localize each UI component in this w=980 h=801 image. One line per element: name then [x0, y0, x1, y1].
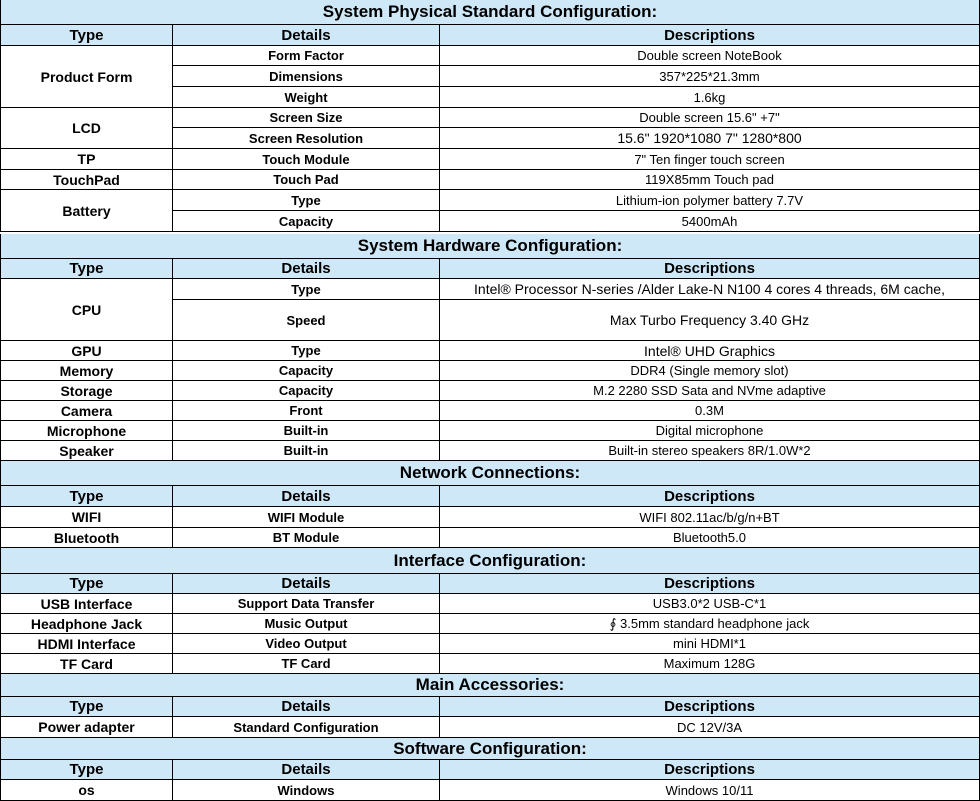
detail-cell: Type: [173, 190, 440, 211]
description-cell: Digital microphone: [440, 421, 980, 441]
detail-cell: Support Data Transfer: [173, 594, 440, 614]
column-header-type: Type: [0, 697, 173, 717]
detail-cell: Touch Pad: [173, 170, 440, 190]
table-row: [0, 654, 980, 674]
description-cell: 119X85mm Touch pad: [440, 170, 980, 190]
table-row: [0, 211, 980, 232]
column-header-details: Details: [173, 25, 440, 46]
column-header-row: [0, 574, 980, 594]
type-cell: Memory: [0, 361, 173, 381]
detail-cell: Type: [173, 341, 440, 361]
detail-cell: Capacity: [173, 211, 440, 232]
column-header-details: Details: [173, 574, 440, 594]
column-header-row: [0, 760, 980, 780]
table-row: [0, 780, 980, 801]
description-cell: M.2 2280 SSD Sata and NVme adaptive: [440, 381, 980, 401]
table-row: [0, 421, 980, 441]
detail-cell: Form Factor: [173, 46, 440, 66]
section-title: Software Configuration:: [0, 738, 980, 760]
column-header-descriptions: Descriptions: [440, 25, 980, 46]
description-cell: DDR4 (Single memory slot): [440, 361, 980, 381]
table-row: [0, 66, 980, 87]
description-cell: Double screen 15.6" +7": [440, 108, 980, 128]
section-header-hardware: [0, 234, 980, 259]
column-header-details: Details: [173, 259, 440, 279]
column-header-descriptions: Descriptions: [440, 574, 980, 594]
detail-cell: Built-in: [173, 441, 440, 461]
type-cell: Power adapter: [0, 717, 173, 738]
table-row: [0, 361, 980, 381]
column-header-row: [0, 25, 980, 46]
column-header-details: Details: [173, 697, 440, 717]
detail-cell: Built-in: [173, 421, 440, 441]
description-cell: WIFI 802.11ac/b/g/n+BT: [440, 507, 980, 528]
detail-cell: WIFI Module: [173, 507, 440, 528]
table-row: [0, 634, 980, 654]
column-header-descriptions: Descriptions: [440, 486, 980, 507]
table-row: [0, 401, 980, 421]
type-cell: TP: [0, 149, 173, 170]
type-cell: TouchPad: [0, 170, 173, 190]
description-cell: mini HDMI*1: [440, 634, 980, 654]
description-cell: Intel® UHD Graphics: [440, 341, 980, 361]
detail-cell: Touch Module: [173, 149, 440, 170]
detail-cell: Speed: [173, 300, 440, 341]
description-cell: 0.3M: [440, 401, 980, 421]
description-cell: 15.6" 1920*1080 7" 1280*800: [440, 128, 980, 149]
type-cell: Bluetooth: [0, 528, 173, 548]
type-cell: Storage: [0, 381, 173, 401]
section-header-physical: [0, 0, 980, 25]
column-header-details: Details: [173, 760, 440, 780]
type-cell: Camera: [0, 401, 173, 421]
description-cell: Max Turbo Frequency 3.40 GHz: [440, 300, 980, 341]
column-header-type: Type: [0, 259, 173, 279]
column-header-type: Type: [0, 25, 173, 46]
column-header-details: Details: [173, 486, 440, 507]
type-cell: Speaker: [0, 441, 173, 461]
detail-cell: Capacity: [173, 381, 440, 401]
description-cell: Bluetooth5.0: [440, 528, 980, 548]
type-cell: LCD: [0, 108, 173, 149]
detail-cell: Type: [173, 279, 440, 300]
section-title: System Physical Standard Configuration:: [0, 0, 980, 25]
column-header-type: Type: [0, 760, 173, 780]
type-cell: Headphone Jack: [0, 614, 173, 634]
table-row: [0, 507, 980, 528]
section-title: Main Accessories:: [0, 674, 980, 697]
detail-cell: Weight: [173, 87, 440, 108]
description-cell: USB3.0*2 USB-C*1: [440, 594, 980, 614]
table-row: [0, 594, 980, 614]
table-row: [0, 279, 980, 300]
table-row: [0, 381, 980, 401]
type-cell: CPU: [0, 279, 173, 341]
type-cell: WIFI: [0, 507, 173, 528]
table-row: [0, 300, 980, 341]
type-cell: HDMI Interface: [0, 634, 173, 654]
type-cell: USB Interface: [0, 594, 173, 614]
detail-cell: Video Output: [173, 634, 440, 654]
description-cell: Windows 10/11: [440, 780, 980, 801]
column-header-descriptions: Descriptions: [440, 697, 980, 717]
table-row: [0, 87, 980, 108]
type-cell: TF Card: [0, 654, 173, 674]
description-cell: ∮ 3.5mm standard headphone jack: [440, 614, 980, 634]
section-header-software: [0, 738, 980, 760]
description-cell: 357*225*21.3mm: [440, 66, 980, 87]
detail-cell: Music Output: [173, 614, 440, 634]
table-row: [0, 717, 980, 738]
detail-cell: Capacity: [173, 361, 440, 381]
type-cell: GPU: [0, 341, 173, 361]
type-cell: Product Form: [0, 46, 173, 108]
table-row: [0, 528, 980, 548]
detail-cell: Standard Configuration: [173, 717, 440, 738]
table-row: [0, 149, 980, 170]
detail-cell: Windows: [173, 780, 440, 801]
column-header-descriptions: Descriptions: [440, 259, 980, 279]
description-cell: 7" Ten finger touch screen: [440, 149, 980, 170]
table-row: [0, 46, 980, 66]
column-header-type: Type: [0, 486, 173, 507]
column-header-row: [0, 486, 980, 507]
detail-cell: BT Module: [173, 528, 440, 548]
column-header-row: [0, 259, 980, 279]
section-title: System Hardware Configuration:: [0, 234, 980, 259]
detail-cell: Front: [173, 401, 440, 421]
description-cell: Intel® Processor N-series /Alder Lake-N N100 4 cores 4 threads, 6M cache,: [440, 279, 980, 300]
description-cell: Built-in stereo speakers 8R/1.0W*2: [440, 441, 980, 461]
table-row: [0, 170, 980, 190]
section-title: Network Connections:: [0, 461, 980, 486]
description-cell: 5400mAh: [440, 211, 980, 232]
column-header-type: Type: [0, 574, 173, 594]
table-row: [0, 614, 980, 634]
detail-cell: Screen Resolution: [173, 128, 440, 149]
type-cell: Battery: [0, 190, 173, 232]
column-header-descriptions: Descriptions: [440, 760, 980, 780]
type-cell: os: [0, 780, 173, 801]
section-header-network: [0, 461, 980, 486]
description-cell: Maximum 128G: [440, 654, 980, 674]
section-header-interface: [0, 548, 980, 574]
column-header-row: [0, 697, 980, 717]
table-row: [0, 108, 980, 128]
table-row: [0, 128, 980, 149]
type-cell: Microphone: [0, 421, 173, 441]
description-cell: Lithium-ion polymer battery 7.7V: [440, 190, 980, 211]
section-title: Interface Configuration:: [0, 548, 980, 574]
detail-cell: Dimensions: [173, 66, 440, 87]
detail-cell: Screen Size: [173, 108, 440, 128]
description-cell: Double screen NoteBook: [440, 46, 980, 66]
table-row: [0, 441, 980, 461]
section-header-accessories: [0, 674, 980, 697]
detail-cell: TF Card: [173, 654, 440, 674]
description-cell: DC 12V/3A: [440, 717, 980, 738]
table-row: [0, 341, 980, 361]
description-cell: 1.6kg: [440, 87, 980, 108]
table-row: [0, 190, 980, 211]
